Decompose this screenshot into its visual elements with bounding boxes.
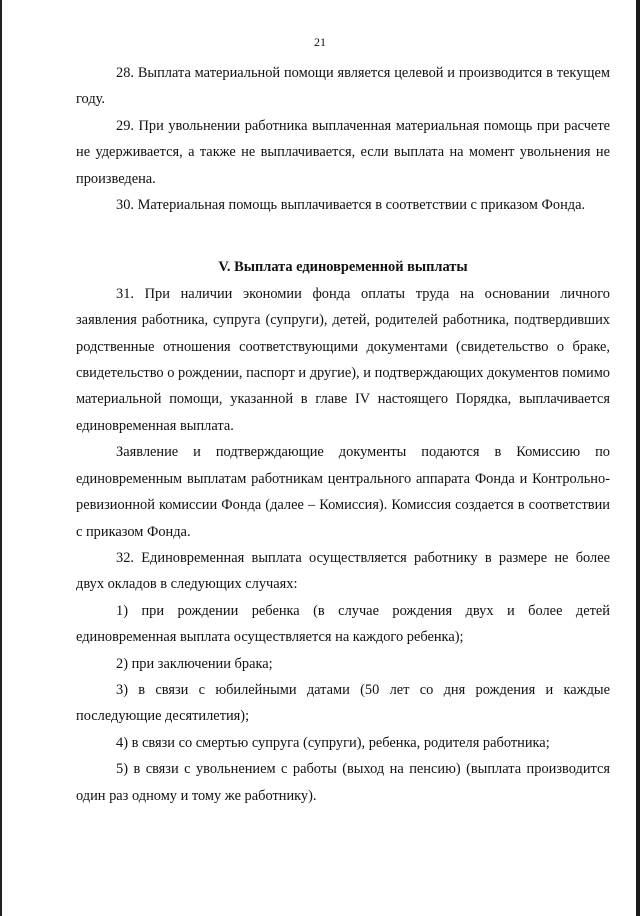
paragraph-31: 31. При наличии экономии фонда оплаты труда на основании личного заявления работника, супруга (супруги), детей, родителей работника, подтвердивших родственные отношения соответствующими документами (свидетельство о браке, свидетельство о рождении, паспорт и другие), и подтверждающих документов помимо материальной помощи, указанной в главе IV настоящего Порядка, выплачивается единовременная выплата. [76,285,610,434]
scan-edge-right [636,0,640,916]
list-item-1: 1) при рождении ребенка (в случае рождения двух и более детей единовременная выплата осуществляется на каждого ребенка); [76,602,610,646]
paragraph-30: 30. Материальная помощь выплачивается в соответствии с приказом Фонда. [116,197,586,214]
paragraph-29: 29. При увольнении работника выплаченная материальная помощь при расчете не удерживается, а также не выплачивается, если выплата на момент увольнения не произведена. [76,117,610,187]
paragraph-28: 28. Выплата материальной помощи является целевой и производится в текущем году. [76,65,610,108]
paragraph-32: 32. Единовременная выплата осуществляется работнику в размере не более двух окладов в следующих случаях: [76,549,610,593]
list-item-5: 5) в связи с увольнением с работы (выход на пенсию) (выплата производится один раз одному и тому же работнику). [76,761,610,804]
page-number: 21 [314,35,326,49]
section-heading: V. Выплата единовременной выплаты [218,259,468,276]
list-item-4: 4) в связи со смертью супруга (супруги), ребенка, родителя работника; [116,734,550,751]
paragraph-commission: Заявление и подтверждающие документы подаются в Комиссию по единовременным выплатам работникам центрального аппарата Фонда и Контрольно-ревизионной комиссии Фонда (далее – Комиссия). Комиссия создается в соответствии с приказом Фонда. [76,444,610,540]
scan-edge-left [0,0,2,916]
page-body [76,60,610,809]
list-item-2: 2) при заключении брака; [116,655,273,672]
list-item-3: 3) в связи с юбилейными датами (50 лет со дня рождения и каждые последующие десятилетия); [76,681,610,725]
